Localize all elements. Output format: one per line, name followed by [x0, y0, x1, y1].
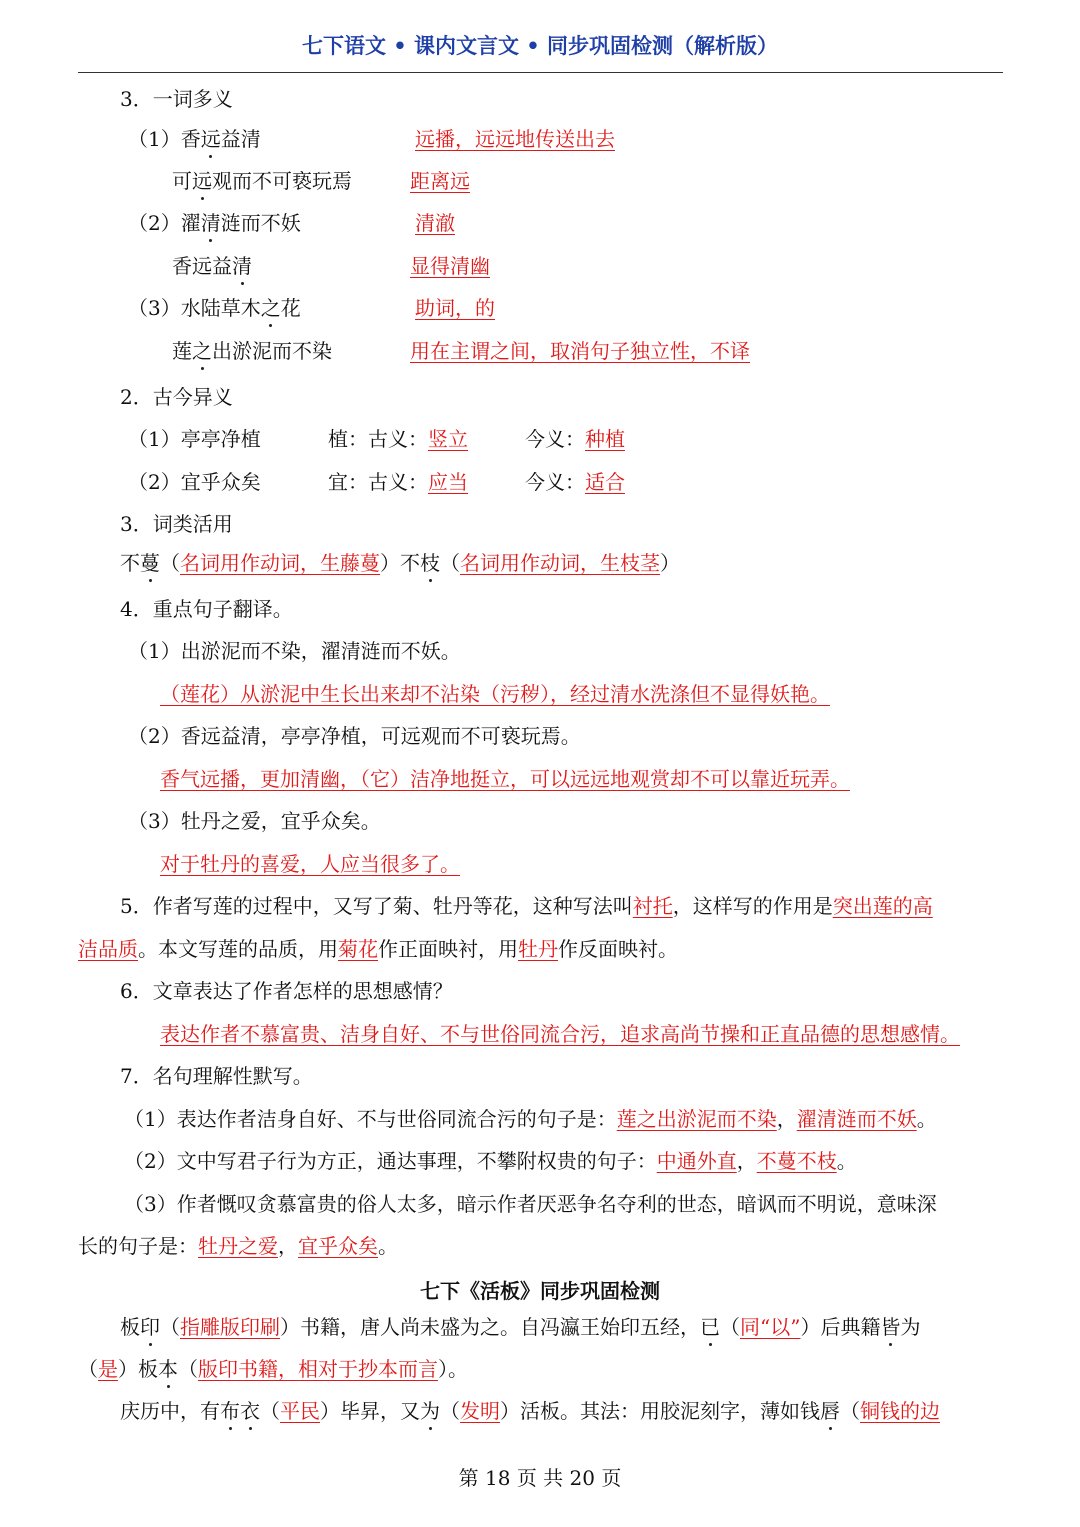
- answer-3a: 助词，的: [415, 296, 495, 320]
- text: ）毕昇，又: [320, 1399, 420, 1423]
- dotted-char: 皆: [880, 1315, 901, 1339]
- dotted-char: 清: [232, 254, 252, 278]
- polysemy-item-3a: [128, 295, 301, 321]
- text: 莲: [172, 339, 192, 363]
- text: （: [160, 551, 180, 575]
- text: ）。: [438, 1357, 468, 1381]
- text: ，: [278, 1234, 298, 1258]
- text: 长的句子是：: [78, 1234, 198, 1258]
- ancient-modern-meaning-1: [328, 426, 468, 452]
- huoban-line-3: [120, 1398, 940, 1424]
- dictation-item-1: [124, 1106, 937, 1132]
- question-6: 6．文章表达了作者怎样的思想感情？: [120, 979, 453, 1003]
- text: （1）香: [128, 127, 201, 151]
- text: 出淤泥而不染: [212, 339, 332, 363]
- answer: 牡丹: [518, 937, 558, 961]
- answer-2a: 清澈: [415, 211, 455, 235]
- answer: 应当: [428, 470, 468, 494]
- ancient-modern-meaning-2: [328, 469, 468, 495]
- answer-1b: 距离远: [410, 169, 470, 193]
- text: 可: [172, 169, 192, 193]
- text: ）活板。其法：用胶泥刻字，薄如钱: [500, 1399, 820, 1423]
- dotted-char: 唇: [820, 1399, 840, 1423]
- text: ）: [660, 551, 680, 575]
- text: ）: [380, 551, 400, 575]
- dotted-char: 布: [220, 1399, 240, 1423]
- text: ，这样写的作用是: [672, 894, 833, 918]
- answer: 洁品质: [78, 937, 138, 961]
- text: ，: [736, 1149, 757, 1173]
- text: 。: [836, 1149, 857, 1173]
- text: 涟而不妖: [220, 211, 301, 235]
- answer: 中通外直: [656, 1149, 737, 1173]
- translation-question-2: （2）香远益清，亭亭净植，可远观而不可亵玩焉。: [128, 724, 581, 748]
- text: （: [160, 1315, 180, 1339]
- text: 板: [138, 1357, 158, 1381]
- text: 不: [120, 551, 140, 575]
- answer: 平民: [280, 1399, 320, 1423]
- text: （3）水陆草木: [128, 296, 261, 320]
- dotted-char: 为: [420, 1399, 440, 1423]
- text: ）: [118, 1357, 138, 1381]
- ancient-modern-phrase-1: （1）亭亭净植: [128, 427, 261, 451]
- answer-2b: 显得清幽: [410, 254, 490, 278]
- text: 不: [400, 551, 420, 575]
- dotted-char: 枝: [420, 551, 440, 575]
- section-title-polysemy: 3．一词多义: [120, 87, 233, 111]
- section-title-word-class: 3．词类活用: [120, 512, 233, 536]
- text: （2）濯: [128, 211, 201, 235]
- text: 作反面映衬。: [558, 937, 678, 961]
- question-6-answer: 表达作者不慕富贵、洁身自好、不与世俗同流合污，追求高尚节操和正直品德的思想感情。: [160, 1022, 960, 1046]
- text: （: [440, 1399, 460, 1423]
- text: 5．作者写莲的过程中，又写了菊、牡丹等花，这种写法叫: [120, 894, 633, 918]
- header-divider: [78, 72, 1003, 73]
- answer: 菊花: [338, 937, 378, 961]
- polysemy-item-2b: [172, 253, 252, 279]
- answer: 种植: [585, 427, 625, 451]
- polysemy-item-3b: [172, 338, 332, 364]
- dotted-char: 远: [192, 169, 212, 193]
- dotted-char: 之: [192, 339, 212, 363]
- answer: 铜钱的边: [860, 1399, 940, 1423]
- translation-question-1: （1）出淤泥而不染，濯清涟而不妖。: [128, 639, 461, 663]
- dictation-item-3-line-1: （3）作者慨叹贪慕富贵的俗人太多，暗示作者厌恶争名夺利的世态，暗讽而不明说，意味深: [124, 1192, 937, 1216]
- answer: 牡丹之爱: [198, 1234, 278, 1258]
- answer: 名词用作动词，生藤蔓: [180, 551, 380, 575]
- polysemy-item-1b: [172, 168, 352, 194]
- label: 宜：古义：: [328, 470, 428, 494]
- dictation-item-2: [124, 1148, 857, 1174]
- page-footer: 第 18 页 共 20 页: [458, 1466, 622, 1490]
- text: 。本文写莲的品质，用: [138, 937, 338, 961]
- section-title-ancient-modern: 2．古今异义: [120, 385, 233, 409]
- text: 香远益: [172, 254, 232, 278]
- text: （2）文中写君子行为方正，通达事理，不攀附权贵的句子：: [124, 1149, 657, 1173]
- modern-meaning-2: [525, 469, 625, 495]
- text: （1）表达作者洁身自好、不与世俗同流合污的句子是：: [124, 1107, 617, 1131]
- huoban-line-2: [78, 1356, 468, 1382]
- answer: 发明: [460, 1399, 500, 1423]
- answer: 濯清涟而不妖: [796, 1107, 917, 1131]
- answer: 名词用作动词，生枝茎: [460, 551, 660, 575]
- text: 作正面映衬，用: [378, 937, 518, 961]
- dictation-item-3-line-2: [78, 1233, 398, 1259]
- label: 今义：: [525, 470, 585, 494]
- section-title-huoban: 七下《活板》同步巩固检测: [420, 1279, 660, 1303]
- answer: 不蔓不枝: [756, 1149, 837, 1173]
- answer: 版印书籍，相对于抄本而言: [198, 1357, 438, 1381]
- question-5-line-2: [78, 936, 678, 962]
- modern-meaning-1: [525, 426, 625, 452]
- translation-answer-2: 香气远播，更加清幽，（它）洁净地挺立，可以远远地观赏却不可以靠近玩弄。: [160, 767, 850, 791]
- dotted-char: 已: [700, 1315, 720, 1339]
- dotted-char: 衣: [240, 1399, 260, 1423]
- answer: 突出莲的高: [832, 894, 933, 918]
- text: 花: [280, 296, 301, 320]
- dotted-char: 本: [158, 1357, 178, 1381]
- text: 。: [378, 1234, 398, 1258]
- translation-question-3: （3）牡丹之爱，宜乎众矣。: [128, 809, 381, 833]
- page-header-title: 七下语文 • 课内文言文 • 同步巩固检测（解析版）: [301, 34, 779, 58]
- text: 观而不可亵玩焉: [212, 169, 352, 193]
- dotted-char: 清: [200, 211, 221, 235]
- answer-3b: 用在主谓之间，取消句子独立性，不译: [410, 339, 750, 363]
- word-class-line: [120, 550, 680, 576]
- answer: 同“以”: [740, 1315, 801, 1339]
- polysemy-item-1a: [128, 126, 261, 152]
- answer-1a: 远播，远远地传送出去: [415, 127, 615, 151]
- huoban-line-1: [120, 1314, 920, 1340]
- section-title-translation: 4．重点句子翻译。: [120, 597, 293, 621]
- text: （: [840, 1399, 860, 1423]
- text: 板: [120, 1315, 140, 1339]
- text: ）书籍，唐人尚未盛为之。自冯瀛王始印五经，: [280, 1315, 700, 1339]
- answer: 是: [98, 1357, 118, 1381]
- translation-answer-1: （莲花）从淤泥中生长出来却不沾染（污秽），经过清水洗涤但不显得妖艳。: [160, 682, 830, 706]
- text: ，: [776, 1107, 797, 1131]
- answer: 适合: [585, 470, 625, 494]
- label: 植：古义：: [328, 427, 428, 451]
- answer: 莲之出淤泥而不染: [616, 1107, 777, 1131]
- dotted-char: 远: [200, 127, 221, 151]
- text: 庆历中，有: [120, 1399, 220, 1423]
- answer: 宜乎众矣: [298, 1234, 378, 1258]
- answer: 衬托: [632, 894, 673, 918]
- text: （: [78, 1357, 98, 1381]
- section-title-dictation: 7．名句理解性默写。: [120, 1064, 313, 1088]
- text: （: [720, 1315, 740, 1339]
- text: 益清: [220, 127, 261, 151]
- text: 。: [916, 1107, 937, 1131]
- text: （: [260, 1399, 280, 1423]
- answer: 指雕版印刷: [180, 1315, 280, 1339]
- dotted-char: 之: [260, 296, 281, 320]
- text: 为: [900, 1315, 921, 1339]
- text: （: [440, 551, 460, 575]
- ancient-modern-phrase-2: （2）宜乎众矣: [128, 470, 261, 494]
- label: 今义：: [525, 427, 585, 451]
- dotted-char: 蔓: [140, 551, 160, 575]
- text: ）后典籍: [800, 1315, 881, 1339]
- question-5-line-1: [120, 893, 933, 919]
- dotted-char: 印: [140, 1315, 160, 1339]
- answer: 竖立: [428, 427, 468, 451]
- polysemy-item-2a: [128, 210, 301, 236]
- text: （: [178, 1357, 198, 1381]
- translation-answer-3: 对于牡丹的喜爱，人应当很多了。: [160, 852, 460, 876]
